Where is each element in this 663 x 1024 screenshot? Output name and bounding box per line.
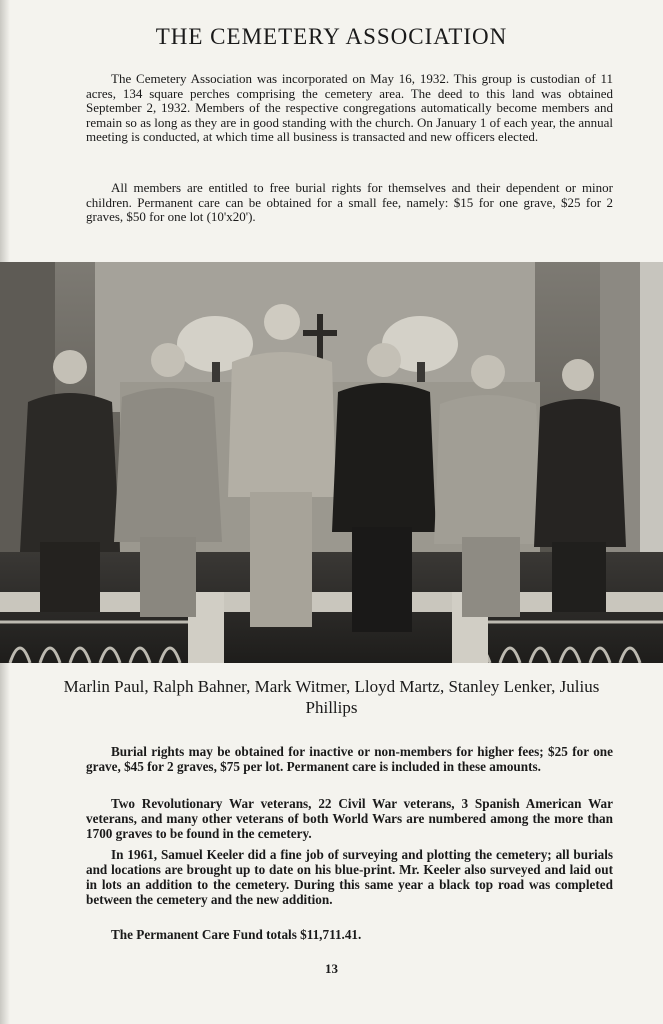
group-photo xyxy=(0,262,663,663)
paragraph-burial-rights: All members are entitled to free burial rights for themselves and their dependent or minor children. Permanent care can be obtained for a small fee, namely: $15 for one grave, $25 for 2 graves, $50 for one lot (10'x20'). xyxy=(86,180,613,224)
paragraph-non-member-fees: Burial rights may be obtained for inactive or non-members for higher fees; $25 for one grave, $45 for 2 graves, $75 per lot. Permanent care is included in these amounts. xyxy=(86,744,613,774)
paragraph-care-fund: The Permanent Care Fund totals $11,711.41. xyxy=(111,927,362,942)
paragraph-incorporation: The Cemetery Association was incorporated on May 16, 1932. This group is custodian of 11 acres, 134 square perches comprising the cemetery area. The deed to this land was obtained September 2, 1932. Members of the respective congregations automatically become members and remain so as long as they are in good standing with the church. On January 1 of each year, the annual meeting is conducted, at which time all business is transacted and new officers elected. xyxy=(86,71,613,144)
page-number: 13 xyxy=(325,961,338,976)
page-title: THE CEMETERY ASSOCIATION xyxy=(155,24,508,49)
photo-caption: Marlin Paul, Ralph Bahner, Mark Witmer, Lloyd Martz, Stanley Lenker, Julius Phillips xyxy=(63,677,600,717)
paragraph-veterans: Two Revolutionary War veterans, 22 Civil War veterans, 3 Spanish American War veterans, and many other veterans of both World Wars are numbered among the more than 1700 graves to be found in the cemetery. xyxy=(86,796,613,841)
paragraph-survey: In 1961, Samuel Keeler did a fine job of surveying and plotting the cemetery; all burials and locations are brought up to date on his blue-print. Mr. Keeler also surveyed and laid out in lots an addition to the cemetery. During this same year a black top road was completed between the cemetery and the new addition. xyxy=(86,847,613,907)
